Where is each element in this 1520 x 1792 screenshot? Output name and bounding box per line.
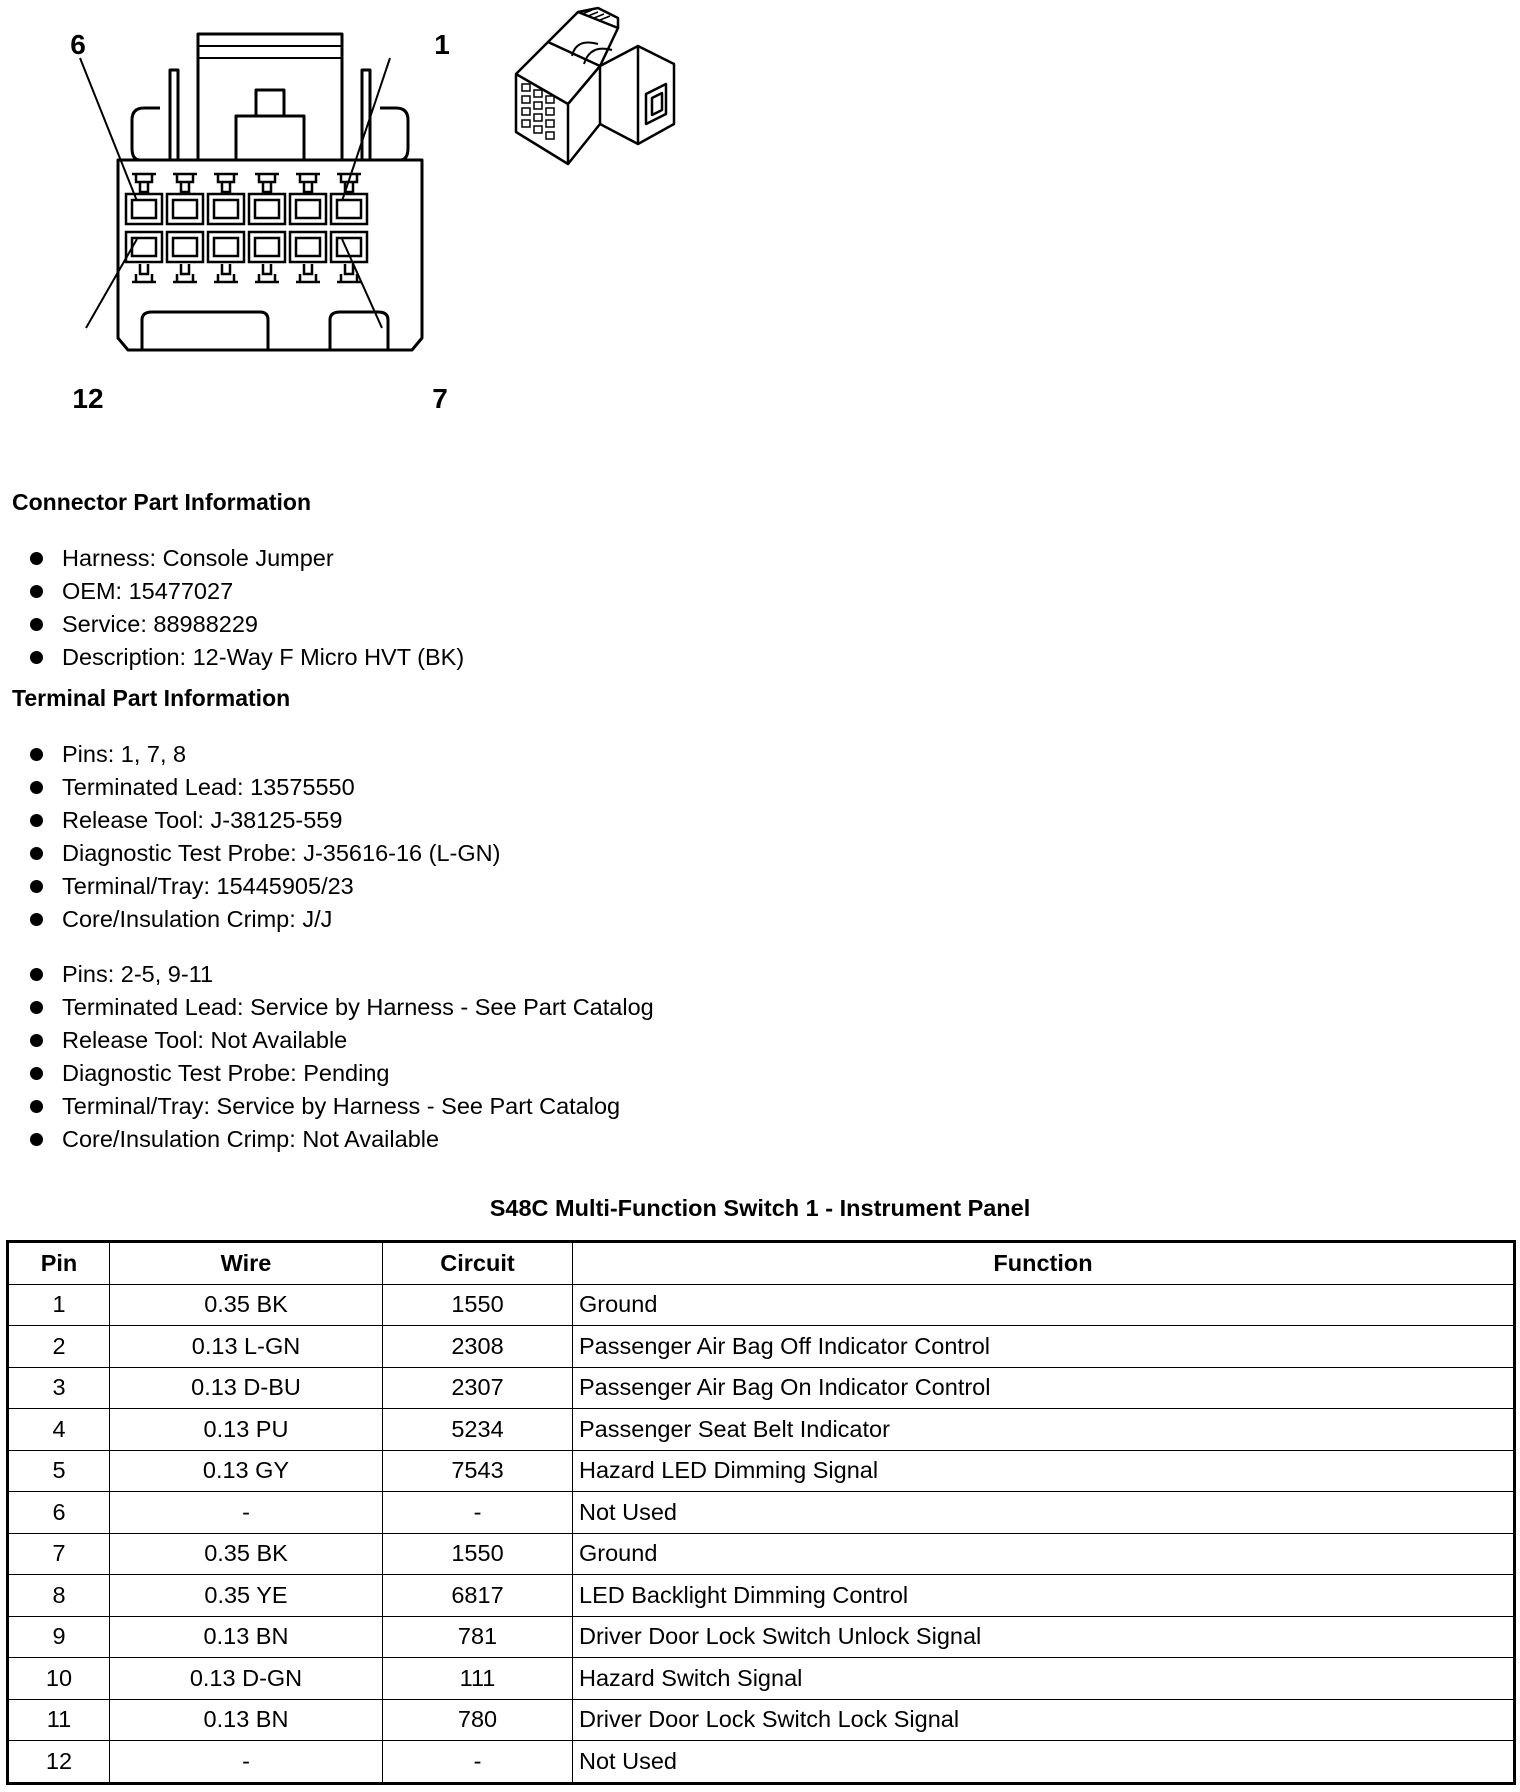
cell-pin: 6 (8, 1492, 110, 1534)
bullet-icon (30, 968, 43, 981)
list-item-text: OEM: 15477027 (62, 578, 234, 604)
cell-circuit: 1550 (383, 1533, 573, 1575)
bullet-icon (30, 618, 43, 631)
cell-circuit: 2307 (383, 1367, 573, 1409)
cell-circuit: - (383, 1492, 573, 1534)
cell-pin: 10 (8, 1658, 110, 1700)
table-title: S48C Multi-Function Switch 1 - Instrument Panel (489, 1195, 1031, 1221)
list-item-text: Terminated Lead: 13575550 (62, 774, 355, 800)
list-item (28, 958, 654, 991)
terminal-blade-top (173, 174, 197, 192)
list-item (28, 991, 654, 1024)
table-row (8, 1492, 1515, 1534)
list-item (28, 1123, 654, 1156)
table-row (8, 1367, 1515, 1409)
cell-function: LED Backlight Dimming Control (573, 1575, 1515, 1617)
table-row (8, 1616, 1515, 1658)
cell-pin: 3 (8, 1367, 110, 1409)
table-header-row (8, 1242, 1515, 1285)
bullet-icon (30, 1034, 43, 1047)
list-item (28, 870, 500, 903)
cell-pin: 1 (8, 1284, 110, 1326)
pin-label-1: 1 (434, 29, 450, 60)
table-row (8, 1533, 1515, 1575)
table-row (8, 1450, 1515, 1492)
header-wire: Wire (110, 1242, 383, 1285)
terminal-blade-top (296, 174, 320, 192)
cell-circuit: 5234 (383, 1409, 573, 1451)
terminal-cavity-inner (173, 238, 197, 256)
bullet-icon (30, 781, 43, 794)
terminal-cavity-inner (255, 238, 279, 256)
cell-function: Passenger Seat Belt Indicator (573, 1409, 1515, 1451)
table-row (8, 1658, 1515, 1700)
terminal-blade-top (132, 174, 156, 192)
terminal-blade-bottom (173, 264, 197, 282)
header-pin: Pin (8, 1242, 110, 1285)
list-item (28, 903, 500, 936)
terminal-blade-bottom (214, 264, 238, 282)
table-row (8, 1741, 1515, 1784)
cell-function: Driver Door Lock Switch Unlock Signal (573, 1616, 1515, 1658)
terminal-blade-bottom (255, 264, 279, 282)
header-function: Function (573, 1242, 1515, 1285)
pin-label-12: 12 (72, 383, 104, 414)
pin-label-7: 7 (432, 383, 448, 414)
cell-wire: 0.13 D-GN (110, 1658, 383, 1700)
list-item (28, 608, 464, 641)
cell-function: Hazard LED Dimming Signal (573, 1450, 1515, 1492)
list-item-text: Release Tool: J-38125-559 (62, 807, 343, 833)
list-item-text: Terminal/Tray: Service by Harness - See Part Catalog (62, 1093, 621, 1119)
bullet-icon (30, 913, 43, 926)
table-row (8, 1575, 1515, 1617)
bullet-icon (30, 880, 43, 893)
cell-pin: 9 (8, 1616, 110, 1658)
list-item (28, 1024, 654, 1057)
cell-wire: 0.35 YE (110, 1575, 383, 1617)
bullet-icon (30, 1001, 43, 1014)
connector-face-diagram (60, 20, 480, 420)
list-item-text: Diagnostic Test Probe: J-35616-16 (L-GN) (62, 840, 501, 866)
cell-function: Passenger Air Bag On Indicator Control (573, 1367, 1515, 1409)
cell-circuit: 7543 (383, 1450, 573, 1492)
terminal-blade-bottom (296, 264, 320, 282)
terminal-cavity-inner (296, 238, 320, 256)
list-item (28, 771, 500, 804)
cell-wire: 0.13 D-BU (110, 1367, 383, 1409)
list-item (28, 804, 500, 837)
terminal-blade-top (214, 174, 238, 192)
list-item-text: Service: 88988229 (62, 611, 258, 637)
bullet-icon (30, 1067, 43, 1080)
list-item-text: Core/Insulation Crimp: J/J (62, 906, 333, 932)
cell-wire: 0.35 BK (110, 1533, 383, 1575)
header-circuit: Circuit (383, 1242, 573, 1285)
list-item (28, 1090, 654, 1123)
bullet-icon (30, 651, 43, 664)
cell-pin: 5 (8, 1450, 110, 1492)
cell-function: Ground (573, 1533, 1515, 1575)
list-item-text: Core/Insulation Crimp: Not Available (62, 1126, 440, 1152)
cell-circuit: 2308 (383, 1326, 573, 1368)
list-item-text: Description: 12-Way F Micro HVT (BK) (62, 644, 465, 670)
cell-circuit: 780 (383, 1699, 573, 1741)
terminal-blade-top (255, 174, 279, 192)
cell-function: Not Used (573, 1492, 1515, 1534)
terminal-cavity-inner (132, 200, 156, 218)
cell-wire: 0.13 BN (110, 1699, 383, 1741)
bullet-icon (30, 1133, 43, 1146)
cell-wire: - (110, 1741, 383, 1784)
bullet-icon (30, 748, 43, 761)
connector-isometric-illustration (508, 4, 688, 184)
cell-wire: - (110, 1492, 383, 1534)
table-row (8, 1326, 1515, 1368)
cell-wire: 0.13 PU (110, 1409, 383, 1451)
terminal-cavity-inner (255, 200, 279, 218)
terminal-blade-bottom (132, 264, 156, 282)
cell-wire: 0.13 BN (110, 1616, 383, 1658)
terminal-cavity-inner (214, 238, 238, 256)
list-item (28, 738, 500, 771)
cell-circuit: 1550 (383, 1284, 573, 1326)
cell-wire: 0.35 BK (110, 1284, 383, 1326)
pin-label-6: 6 (70, 29, 86, 60)
cell-function: Not Used (573, 1741, 1515, 1784)
terminal-cavity-inner (296, 200, 320, 218)
cell-pin: 12 (8, 1741, 110, 1784)
list-item (28, 1057, 654, 1090)
table-row (8, 1699, 1515, 1741)
bullet-icon (30, 814, 43, 827)
cell-pin: 7 (8, 1533, 110, 1575)
list-item (28, 575, 464, 608)
terminal-part-info-group-2 (28, 958, 654, 1156)
cell-function: Passenger Air Bag Off Indicator Control (573, 1326, 1515, 1368)
table-row (8, 1409, 1515, 1451)
list-item-text: Pins: 1, 7, 8 (62, 741, 187, 767)
cell-circuit: 781 (383, 1616, 573, 1658)
cell-pin: 8 (8, 1575, 110, 1617)
terminal-cavity-inner (214, 200, 238, 218)
cell-circuit: - (383, 1741, 573, 1784)
bullet-icon (30, 1100, 43, 1113)
list-item-text: Pins: 2-5, 9-11 (62, 961, 214, 987)
bullet-icon (30, 552, 43, 565)
table-row (8, 1284, 1515, 1326)
terminal-cavity-inner (337, 200, 361, 218)
connector-part-info-title: Connector Part Information (12, 489, 312, 515)
cell-function: Driver Door Lock Switch Lock Signal (573, 1699, 1515, 1741)
list-item-text: Terminal/Tray: 15445905/23 (62, 873, 354, 899)
bullet-icon (30, 585, 43, 598)
cell-wire: 0.13 L-GN (110, 1326, 383, 1368)
list-item-text: Release Tool: Not Available (62, 1027, 348, 1053)
cell-pin: 11 (8, 1699, 110, 1741)
cell-wire: 0.13 GY (110, 1450, 383, 1492)
cell-circuit: 6817 (383, 1575, 573, 1617)
list-item (28, 837, 500, 870)
cell-circuit: 111 (383, 1658, 573, 1700)
cell-pin: 2 (8, 1326, 110, 1368)
cell-pin: 4 (8, 1409, 110, 1451)
list-item-text: Harness: Console Jumper (62, 545, 334, 571)
cell-function: Hazard Switch Signal (573, 1658, 1515, 1700)
bullet-icon (30, 847, 43, 860)
cell-function: Ground (573, 1284, 1515, 1326)
pinout-table (6, 1240, 1516, 1785)
list-item-text: Diagnostic Test Probe: Pending (62, 1060, 390, 1086)
list-item (28, 641, 464, 674)
terminal-part-info-title: Terminal Part Information (12, 685, 291, 711)
connector-part-info-list (28, 542, 464, 674)
list-item (28, 542, 464, 575)
list-item-text: Terminated Lead: Service by Harness - See Part Catalog (62, 994, 654, 1020)
terminal-part-info-group-1 (28, 738, 500, 936)
terminal-cavity-inner (173, 200, 197, 218)
